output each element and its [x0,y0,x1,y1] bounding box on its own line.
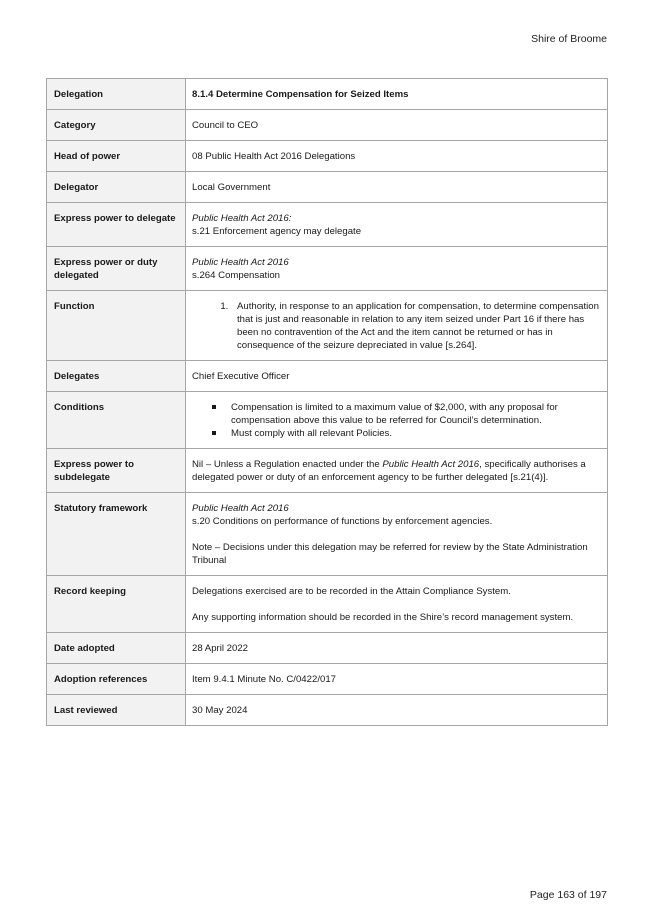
row-statutory-framework [47,493,608,576]
statutory-framework-act: Public Health Act 2016 [192,503,289,514]
statutory-framework-note: Note – Decisions under this delegation may be referred for review by the State Administration Tribunal [192,542,588,566]
statutory-framework-main [192,502,599,528]
row-express-power-to-subdelegate [47,449,608,493]
adoption-references-label: Adoption references [47,664,186,695]
delegates-label: Delegates [47,361,186,392]
row-conditions [47,392,608,449]
date-adopted-label: Date adopted [47,633,186,664]
row-head-of-power [47,141,608,172]
row-date-adopted [47,633,608,664]
express-power-or-duty-delegated-act: Public Health Act 2016 [192,257,289,268]
express-power-to-delegate-act: Public Health Act 2016: [192,213,292,224]
delegation-label: Delegation [47,79,186,110]
express-power-to-subdelegate-label: Express power to subdelegate [47,449,186,493]
page-number: Page 163 of 197 [529,889,607,901]
express-power-to-delegate-value [186,203,608,247]
function-item: 1. Authority, in response to an application for compensation, to determine compensation that is just and reasonable in relation to any item seized under Part 16 if there has been no contravention of the Act and the item cannot be returned or has in consequence of the seizure depreciated in value [s.264]. [231,300,599,352]
delegation-table [46,78,608,726]
record-keeping-value [186,576,608,633]
head-of-power-value: 08 Public Health Act 2016 Delegations [186,141,608,172]
last-reviewed-label: Last reviewed [47,695,186,726]
function-label: Function [47,291,186,361]
conditions-value [186,392,608,449]
record-keeping-line-2: Any supporting information should be recorded in the Shire’s record management system. [192,612,574,623]
function-value [186,291,608,361]
row-category [47,110,608,141]
express-power-or-duty-delegated-value [186,247,608,291]
express-power-to-subdelegate-value [186,449,608,493]
subdelegate-act: Public Health Act 2016 [382,459,480,470]
head-of-power-label: Head of power [47,141,186,172]
express-power-to-delegate-label: Express power to delegate [47,203,186,247]
statutory-framework-value [186,493,608,576]
row-express-power-or-duty-delegated [47,247,608,291]
row-function [47,291,608,361]
row-delegates [47,361,608,392]
row-express-power-to-delegate [47,203,608,247]
delegates-value: Chief Executive Officer [186,361,608,392]
delegator-label: Delegator [47,172,186,203]
row-adoption-references [47,664,608,695]
adoption-references-value: Item 9.4.1 Minute No. C/0422/017 [186,664,608,695]
row-delegator [47,172,608,203]
condition-item: Must comply with all relevant Policies. [231,427,599,440]
conditions-list [192,401,599,440]
express-power-or-duty-delegated-section: s.264 Compensation [192,270,280,281]
express-power-to-delegate-section: s.21 Enforcement agency may delegate [192,226,362,237]
subdelegate-text-before: Nil – Unless a Regulation enacted under the [192,459,383,470]
last-reviewed-value: 30 May 2024 [186,695,608,726]
condition-item: Compensation is limited to a maximum value of $2,000, with any proposal for compensation above this value to be referred for Council’s determination. [231,401,599,427]
organisation-name: Shire of Broome [531,33,607,45]
record-keeping-label: Record keeping [47,576,186,633]
subdelegate-text-after: , specifically authorises a delegated power or duty of an enforcement agency to be further delegated [s.21(4)]. [192,459,586,483]
row-delegation [47,79,608,110]
delegation-value: 8.1.4 Determine Compensation for Seized Items [186,79,608,110]
record-keeping-line-1: Delegations exercised are to be recorded in the Attain Compliance System. [192,586,511,597]
category-label: Category [47,110,186,141]
date-adopted-value: 28 April 2022 [186,633,608,664]
express-power-or-duty-delegated-label: Express power or duty delegated [47,247,186,291]
statutory-framework-section: s.20 Conditions on performance of functions by enforcement agencies. [192,516,493,527]
conditions-label: Conditions [47,392,186,449]
row-last-reviewed [47,695,608,726]
function-list [192,300,599,352]
delegator-value: Local Government [186,172,608,203]
statutory-framework-label: Statutory framework [47,493,186,576]
row-record-keeping [47,576,608,633]
category-value: Council to CEO [186,110,608,141]
